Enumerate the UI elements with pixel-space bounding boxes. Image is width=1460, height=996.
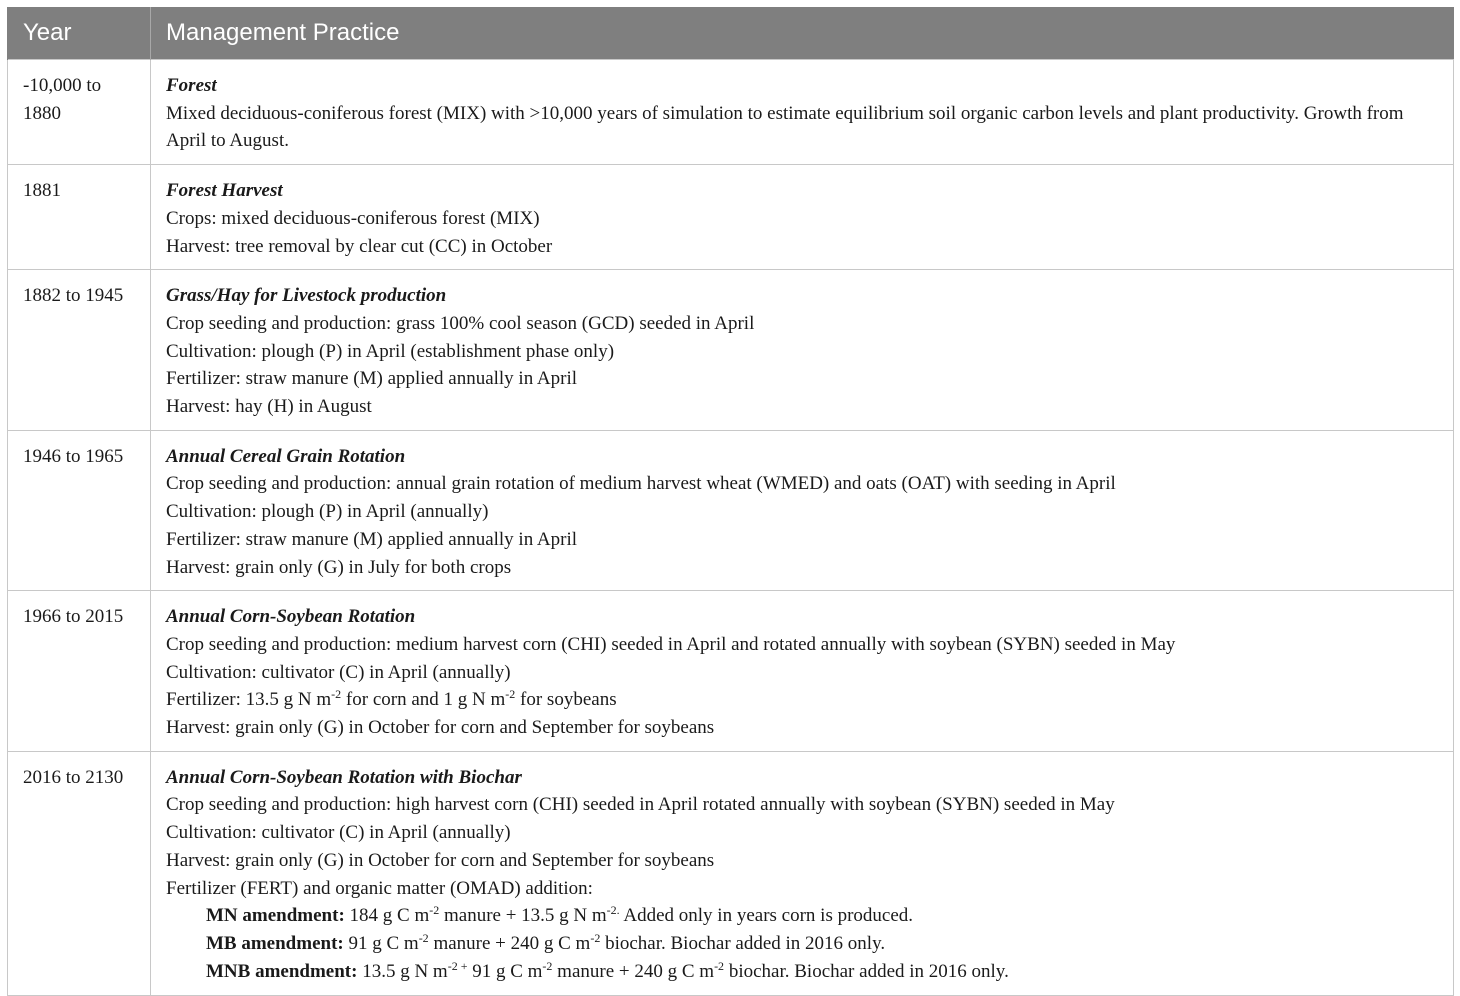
year-cell: 1946 to 1965 — [8, 430, 151, 591]
year-cell: 1881 — [8, 165, 151, 270]
header-year: Year — [8, 7, 151, 60]
practice-line: Crop seeding and production: grass 100% cool season (GCD) seeded in April — [166, 312, 755, 334]
practice-line: Crop seeding and production: annual grain rotation of medium harvest wheat (WMED) and oats (OAT) with seeding in April — [166, 473, 1116, 495]
header-practice: Management Practice — [151, 7, 1454, 60]
practice-line: Cultivation: cultivator (C) in April (annually) — [166, 661, 511, 683]
mn-amendment-line: MN amendment: 184 g C $m^{-2}$ manure + 13.5 g N $m^{-2.}$ Added only in years corn is produced. — [206, 903, 914, 927]
practice-title: Forest — [166, 75, 217, 96]
table-row — [8, 60, 1454, 165]
table-row — [8, 430, 1454, 591]
practice-line: Harvest: grain only (G) in October for corn and September for soybeans — [166, 849, 715, 871]
practice-line: Harvest: grain only (G) in July for both crops — [166, 556, 512, 578]
year-cell: 1882 to 1945 — [8, 270, 151, 431]
practice-line: Crop seeding and production: high harvest corn (CHI) seeded in April rotated annually with soybean (SYBN) seeded in May — [166, 794, 1115, 816]
practice-cell — [151, 270, 1454, 431]
practice-line: Harvest: grain only (G) in October for corn and September for soybeans — [166, 717, 715, 739]
practice-line: Crops: mixed deciduous-coniferous forest (MIX) — [166, 207, 540, 229]
mnb-amendment-line: MNB amendment: 13.5 g N $m^{-2 +}$ 91 g C $m^{-2}$ manure + 240 g C $m^{-2}$ biochar. Biochar added in 2016 only. — [206, 958, 1009, 982]
practice-title: Annual Corn-Soybean Rotation with Biochar — [166, 766, 522, 788]
practice-title: Annual Cereal Grain Rotation — [166, 445, 406, 467]
management-table — [7, 7, 1454, 996]
practice-line: Fertilizer (FERT) and organic matter (OMAD) addition: — [166, 877, 593, 899]
table-row — [8, 751, 1454, 996]
practice-title: Grass/Hay for Livestock production — [166, 285, 447, 307]
practice-cell — [151, 751, 1454, 996]
practice-title: Forest Harvest — [166, 180, 283, 202]
header-row — [8, 7, 1454, 60]
year-cell: -10,000 to 1880 — [8, 60, 151, 165]
practice-cell — [151, 165, 1454, 270]
practice-cell — [151, 430, 1454, 591]
practice-title: Annual Corn-Soybean Rotation — [166, 606, 416, 628]
practice-line: Crop seeding and production: medium harvest corn (CHI) seeded in April and rotated annually with soybean (SYBN) seeded in May — [166, 633, 1176, 655]
practice-cell — [151, 60, 1454, 165]
practice-line: Cultivation: plough (P) in April (annually) — [166, 501, 489, 523]
practice-line: Harvest: hay (H) in August — [166, 396, 372, 418]
table-row — [8, 591, 1454, 752]
year-cell: 2016 to 2130 — [8, 751, 151, 996]
table-row — [8, 165, 1454, 270]
mb-amendment-line: MB amendment: 91 g C $m^{-2}$ manure + 240 g C $m^{-2}$ biochar. Biochar added in 2016 only. — [206, 930, 886, 954]
fertilizer-line: Fertilizer: 13.5 g N $m^{-2}$ for corn and 1 g N $m^{-2}$ for soybeans — [166, 687, 617, 711]
year-cell: 1966 to 2015 — [8, 591, 151, 752]
practice-line: Harvest: tree removal by clear cut (CC) in October — [166, 235, 553, 257]
practice-line: Cultivation: plough (P) in April (establishment phase only) — [166, 340, 615, 362]
practice-line: Cultivation: cultivator (C) in April (annually) — [166, 822, 511, 844]
table-row — [8, 270, 1454, 431]
practice-line: Fertilizer: straw manure (M) applied annually in April — [166, 528, 578, 550]
practice-line: Fertilizer: straw manure (M) applied annually in April — [166, 368, 578, 390]
practice-cell — [151, 591, 1454, 752]
practice-line: Mixed deciduous-coniferous forest (MIX) with >10,000 years of simulation to estimate equilibrium soil organic carbon levels and plant productivity. Growth from April to August. — [166, 102, 1404, 152]
